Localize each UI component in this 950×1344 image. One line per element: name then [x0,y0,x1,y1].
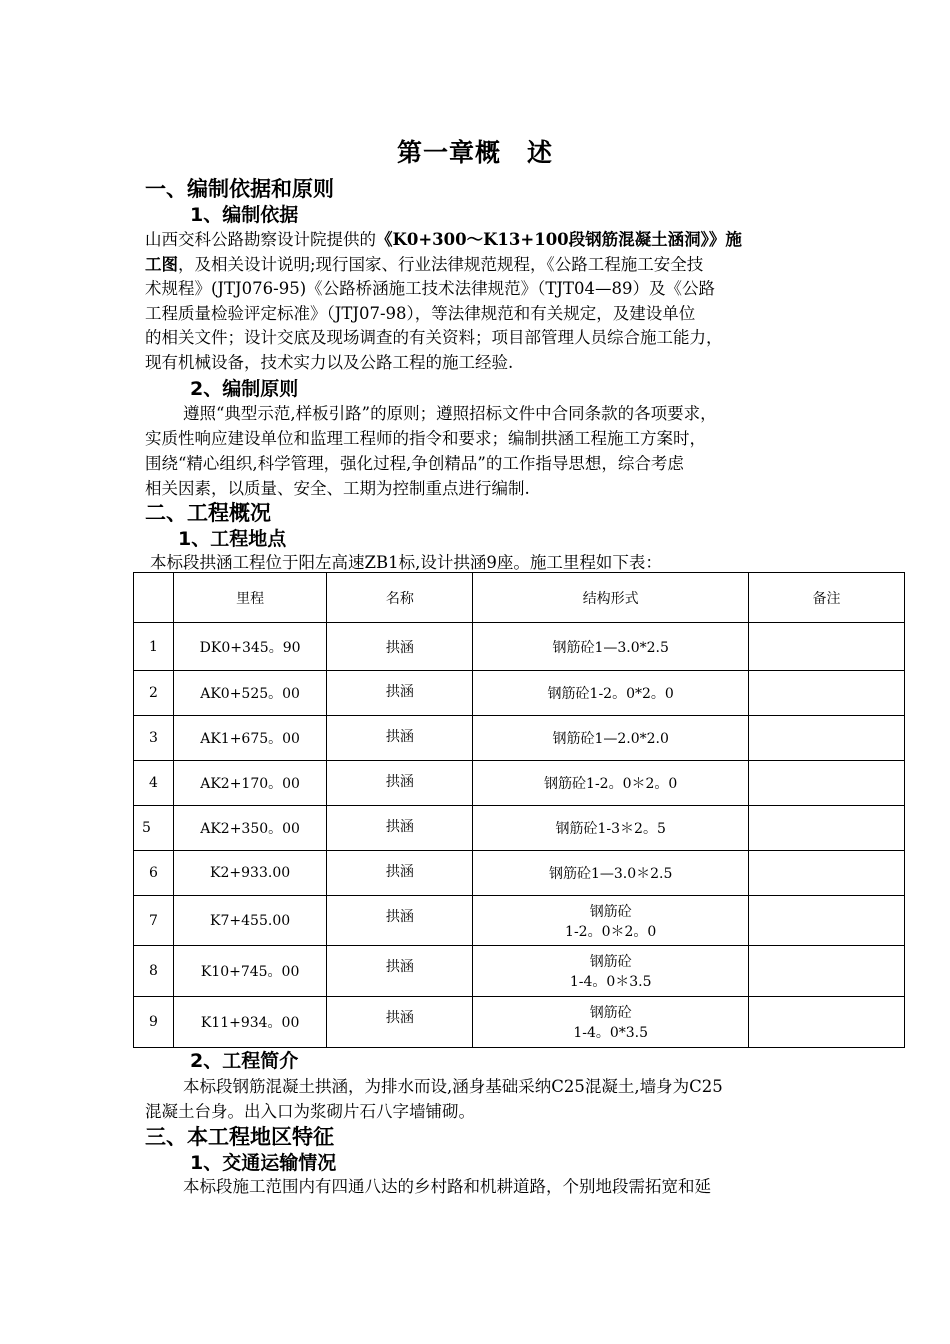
cell-index: 2 [134,671,174,716]
paragraph-line: 本标段施工范围内有四通八达的乡村路和机耕道路，个别地段需拓宽和延 [183,1177,711,1196]
cell-note [748,896,904,946]
table-row [134,851,905,896]
subsection-heading-transport: 1、交通运输情况 [190,1152,337,1174]
cell-index: 6 [134,851,174,896]
paragraph-line: 混凝土台身。出入口为浆砌片石八字墙铺砌。 [145,1102,475,1121]
cell-structure-line1: 钢筋砼 [589,1005,632,1021]
header-cell-name: 名称 [327,573,473,623]
cell-structure [473,896,748,946]
paragraph-line: 实质性响应建设单位和监理工程师的指令和要求；编制拱涵工程施工方案时， [145,429,706,448]
cell-name: 拱涵 [327,716,473,761]
cell-structure: 钢筋砼1-2。0*2。0 [473,671,748,716]
cell-note [748,623,904,671]
cell-structure-line2: 1-2。0＊2。0 [565,923,657,940]
cell-mileage: K11+934。00 [173,997,327,1048]
cell-structure [473,997,748,1048]
paragraph-line: 本标段钢筋混凝土拱涵，为排水而设,涵身基础采纳C25混凝土,墙身为C25 [183,1077,723,1096]
cell-mileage: AK1+675。00 [173,716,327,761]
cell-structure: 钢筋砼1—3.0＊2.5 [473,851,748,896]
cell-mileage: K10+745。00 [173,946,327,997]
cell-index: 3 [134,716,174,761]
paragraph-line: 工图，及相关设计说明;现行国家、行业法律规范规程，《公路工程施工安全技 [145,255,704,274]
cell-note [748,851,904,896]
cell-structure: 钢筋砼1-3＊2。5 [473,806,748,851]
cell-note [748,716,904,761]
table-row [134,946,905,997]
table-row [134,997,905,1048]
cell-name: 拱涵 [327,896,473,946]
cell-index: 8 [134,946,174,997]
cell-index: 5 [134,806,174,851]
table-row [134,716,905,761]
mileage-table [133,572,905,1048]
cell-structure-line1: 钢筋砼 [589,954,632,970]
header-cell-note: 备注 [748,573,904,623]
cell-note [748,806,904,851]
section-heading-1: 一、编制依据和原则 [145,177,334,201]
header-cell-mileage: 里程 [173,573,327,623]
header-cell-index [134,573,174,623]
cell-note [748,761,904,806]
table-row [134,896,905,946]
cell-mileage: K2+933.00 [173,851,327,896]
cell-mileage: AK0+525。00 [173,671,327,716]
paragraph-line: 工程质量检验评定标准》（JTJ07-98），等法律规范和有关规定，及建设单位 [145,304,696,323]
cell-mileage: AK2+170。00 [173,761,327,806]
cell-note [748,997,904,1048]
subsection-heading-location: 1、工程地点 [178,528,287,550]
paragraph-line: 山西交科公路勘察设计院提供的《K0+300～K13+100段钢筋混凝土涵洞》》施 [145,230,742,249]
cell-structure-line2: 1-4。0＊3.5 [569,974,652,990]
header-cell-structure: 结构形式 [473,573,748,623]
paragraph-line: 遵照“典型示范,样板引路”的原则；遵照招标文件中合同条款的各项要求， [183,404,717,423]
paragraph-line: 现有机械设备，技术实力以及公路工程的施工经验. [145,353,514,372]
cell-structure: 钢筋砼1-2。0＊2。0 [473,761,748,806]
cell-mileage: K7+455.00 [173,896,327,946]
cell-index: 9 [134,997,174,1048]
cell-structure: 钢筋砼1—2.0*2.0 [473,716,748,761]
subsection-heading-overview: 2、工程简介 [190,1050,299,1072]
table-row [134,671,905,716]
cell-structure-line2: 1-4。0*3.5 [573,1025,649,1041]
cell-mileage: AK2+350。00 [173,806,327,851]
cell-name: 拱涵 [327,851,473,896]
cell-index: 4 [134,761,174,806]
paragraph-line: 围绕“精心组织,科学管理，强化过程,争创精品”的工作指导思想，综合考虑 [145,454,684,473]
cell-structure: 钢筋砼1—3.0*2.5 [473,623,748,671]
cell-structure [473,946,748,997]
cell-name: 拱涵 [327,671,473,716]
cell-note [748,671,904,716]
cell-index: 1 [134,623,174,671]
table-row [134,623,905,671]
chapter-title: 第一章概 述 [396,138,553,167]
cell-name: 拱涵 [327,761,473,806]
subsection-heading-principles: 2、编制原则 [190,378,299,400]
section-heading-3: 三、本工程地区特征 [145,1125,334,1149]
section-heading-2: 二、工程概况 [145,501,271,525]
cell-name: 拱涵 [327,997,473,1048]
paragraph-line: 术规程》(JTJ076-95)《公路桥涵施工技术法律规范》（TJT04—89）及《公路 [145,279,716,298]
cell-mileage: DK0+345。90 [173,623,327,671]
table-row [134,806,905,851]
cell-name: 拱涵 [327,946,473,997]
cell-structure-line1: 钢筋砼 [589,903,632,920]
subsection-heading-basis: 1、编制依据 [190,204,299,226]
paragraph-line: 相关因素，以质量、安全、工期为控制重点进行编制. [145,479,530,498]
cell-index: 7 [134,896,174,946]
cell-note [748,946,904,997]
table-intro: 本标段拱涵工程位于阳左高速ZB1标,设计拱涵9座。施工里程如下表： [150,553,662,572]
table-row [134,761,905,806]
cell-name: 拱涵 [327,806,473,851]
paragraph-line: 的相关文件；设计交底及现场调查的有关资料；项目部管理人员综合施工能力， [145,328,723,347]
cell-name: 拱涵 [327,623,473,671]
table-header-row [134,573,905,623]
